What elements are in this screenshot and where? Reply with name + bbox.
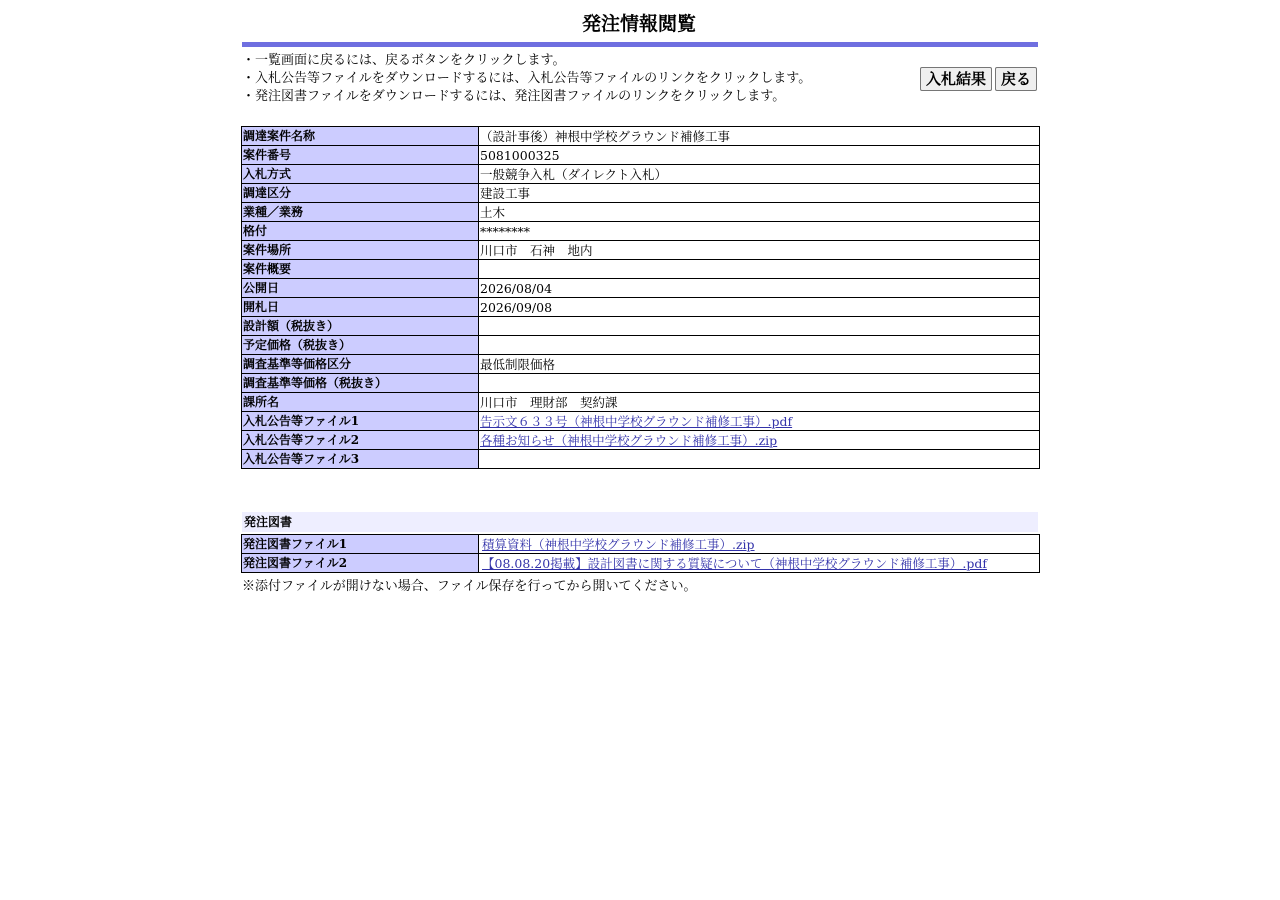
table-row [242,317,1040,336]
table-row [242,146,1040,165]
file-download-link[interactable]: 【08.08.20掲載】設計図書に関する質疑について（神根中学校グラウンド補修工事）.pdf [482,555,988,571]
table-row [242,279,1040,298]
row-value: 川口市 理財部 契約課 [479,393,1040,412]
instruction-line: ・一覧画面に戻るには、戻るボタンをクリックします。 [242,53,566,68]
file-download-link[interactable]: 各種お知らせ（神根中学校グラウンド補修工事）.zip [480,432,778,448]
row-value [479,412,1040,431]
file-download-link[interactable]: 告示文６３３号（神根中学校グラウンド補修工事）.pdf [480,413,793,429]
row-label: 案件場所 [242,241,479,260]
table-row [242,260,1040,279]
action-buttons [920,67,1037,91]
row-value [479,431,1040,450]
table-row [242,298,1040,317]
table-row [242,203,1040,222]
row-label: 入札方式 [242,165,479,184]
table-row [242,374,1040,393]
row-value [479,535,1040,554]
row-value: 最低制限価格 [479,355,1040,374]
row-value: 2026/08/04 [479,279,1040,298]
file-download-link[interactable]: 積算資料（神根中学校グラウンド補修工事）.zip [482,536,755,552]
row-label: 予定価格（税抜き） [242,336,479,355]
back-button[interactable]: 戻る [995,67,1037,91]
table-row [242,412,1040,431]
row-label: 発注図書ファイル2 [242,554,479,573]
attachment-note: ※添付ファイルが開けない場合、ファイル保存を行ってから開いてください。 [242,579,697,594]
table-row [242,450,1040,469]
table-row [242,431,1040,450]
row-value [479,554,1040,573]
row-label: 調達案件名称 [242,127,479,146]
table-row [242,165,1040,184]
row-value [479,336,1040,355]
row-value: （設計事後）神根中学校グラウンド補修工事 [479,127,1040,146]
table-row [242,127,1040,146]
instruction-line: ・発注図書ファイルをダウンロードするには、発注図書ファイルのリンクをクリックします。 [242,89,786,104]
row-value [479,260,1040,279]
row-label: 調査基準等価格区分 [242,355,479,374]
table-row [242,554,1040,573]
row-label: 入札公告等ファイル1 [242,412,479,431]
table-row [242,355,1040,374]
row-value [479,450,1040,469]
row-value: 川口市 石神 地内 [479,241,1040,260]
drawings-section-heading: 発注図書 [242,512,1038,532]
table-row [242,336,1040,355]
row-label: 業種／業務 [242,203,479,222]
table-row [242,393,1040,412]
row-value: 土木 [479,203,1040,222]
table-row [242,535,1040,554]
row-label: 課所名 [242,393,479,412]
row-label: 調達区分 [242,184,479,203]
drawings-table [241,534,1040,573]
row-value: 2026/09/08 [479,298,1040,317]
row-label: 設計額（税抜き） [242,317,479,336]
order-info-table [241,126,1040,469]
row-value: ******** [479,222,1040,241]
bid-result-button[interactable]: 入札結果 [920,67,992,91]
row-value: 5081000325 [479,146,1040,165]
row-label: 発注図書ファイル1 [242,535,479,554]
row-label: 入札公告等ファイル2 [242,431,479,450]
row-label: 格付 [242,222,479,241]
row-value [479,317,1040,336]
page-title: 発注情報閲覧 [581,13,696,35]
table-row [242,184,1040,203]
row-label: 公開日 [242,279,479,298]
row-value [479,374,1040,393]
row-label: 案件概要 [242,260,479,279]
instructions [242,52,811,106]
row-label: 入札公告等ファイル3 [242,450,479,469]
table-row [242,241,1040,260]
row-label: 案件番号 [242,146,479,165]
row-label: 開札日 [242,298,479,317]
instruction-line: ・入札公告等ファイルをダウンロードするには、入札公告等ファイルのリンクをクリックします。 [242,71,812,86]
row-label: 調査基準等価格（税抜き） [242,374,479,393]
title-divider [242,42,1038,47]
row-value: 一般競争入札（ダイレクト入札） [479,165,1040,184]
table-row [242,222,1040,241]
row-value: 建設工事 [479,184,1040,203]
